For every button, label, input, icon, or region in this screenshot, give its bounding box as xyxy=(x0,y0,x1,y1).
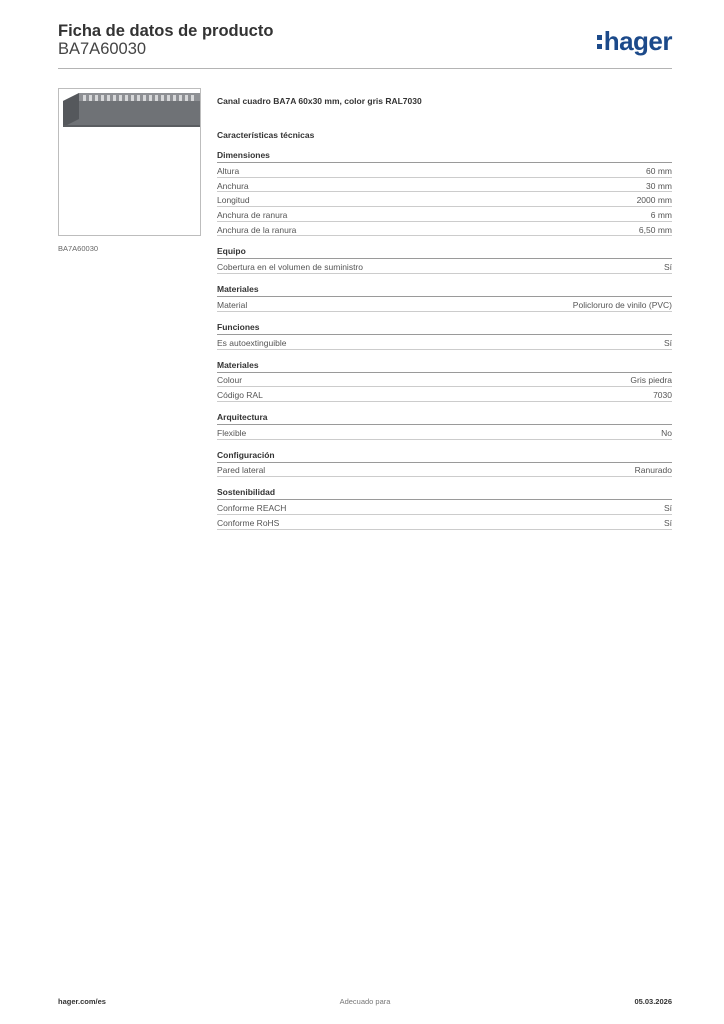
spec-value: No xyxy=(661,427,672,438)
spec-label: Flexible xyxy=(217,427,247,438)
cable-trunking-image xyxy=(59,89,200,235)
trunking-slot xyxy=(155,95,158,101)
spec-value: Sí xyxy=(663,503,672,514)
spec-group xyxy=(217,360,672,402)
spec-value: 6,50 mm xyxy=(638,224,672,235)
spec-group-title: Materiales xyxy=(217,360,672,373)
spec-groups xyxy=(217,150,672,530)
spec-label: Cobertura en el volumen de suministro xyxy=(217,262,363,273)
image-caption: BA7A60030 xyxy=(58,244,99,253)
spec-row xyxy=(217,297,672,312)
trunking-slot xyxy=(101,95,104,101)
spec-value: 2000 mm xyxy=(636,195,672,206)
spec-label: Conforme RoHS xyxy=(217,517,280,528)
spec-label: Material xyxy=(217,299,248,310)
spec-row xyxy=(217,163,672,178)
hager-logo xyxy=(597,26,672,57)
trunking-slot xyxy=(89,95,92,101)
trunking-slot xyxy=(167,95,170,101)
spec-group xyxy=(217,412,672,440)
spec-value: Sí xyxy=(663,262,672,273)
trunking-slot xyxy=(143,95,146,101)
spec-label: Es autoextinguible xyxy=(217,337,287,348)
spec-group xyxy=(217,150,672,236)
spec-row xyxy=(217,207,672,222)
spec-value: Policloruro de vinilo (PVC) xyxy=(572,299,672,310)
trunking-slot xyxy=(113,95,116,101)
trunking-slot xyxy=(95,95,98,101)
spec-label: Anchura de la ranura xyxy=(217,224,297,235)
page-header xyxy=(58,20,672,68)
footer-website: hager.com/es xyxy=(58,997,106,1006)
product-title: Canal cuadro BA7A 60x30 mm, color gris RAL7030 xyxy=(217,96,422,106)
spec-label: Pared lateral xyxy=(217,465,266,476)
spec-label: Anchura de ranura xyxy=(217,209,288,220)
footer-center-text: Adecuado para xyxy=(339,997,391,1006)
spec-group-title: Configuración xyxy=(217,450,672,463)
spec-group-title: Sostenibilidad xyxy=(217,487,672,500)
section-heading: Características técnicas xyxy=(217,130,315,140)
logo-colon-icon xyxy=(597,31,602,51)
header-divider xyxy=(58,68,672,69)
trunking-slot xyxy=(149,95,152,101)
footer-date: 05.03.2026 xyxy=(634,997,672,1006)
spec-label: Conforme REACH xyxy=(217,503,287,514)
spec-value: 60 mm xyxy=(646,165,672,176)
spec-row xyxy=(217,192,672,207)
trunking-slot xyxy=(119,95,122,101)
spec-group xyxy=(217,246,672,274)
spec-value: Sí xyxy=(663,337,672,348)
trunking-slot xyxy=(107,95,110,101)
trunking-slot xyxy=(161,95,164,101)
spec-row xyxy=(217,178,672,193)
spec-group xyxy=(217,450,672,478)
spec-label: Colour xyxy=(217,375,243,386)
spec-group-title: Funciones xyxy=(217,322,672,335)
trunking-slot xyxy=(125,95,128,101)
spec-row xyxy=(217,373,672,388)
spec-label: Longitud xyxy=(217,195,250,206)
spec-row xyxy=(217,515,672,530)
spec-value: Sí xyxy=(663,517,672,528)
spec-group-title: Dimensiones xyxy=(217,150,672,163)
spec-label: Código RAL xyxy=(217,390,263,401)
spec-value: 30 mm xyxy=(646,180,672,191)
trunking-slot xyxy=(173,95,176,101)
spec-label: Anchura xyxy=(217,180,249,191)
spec-row xyxy=(217,335,672,350)
trunking-slot xyxy=(83,95,86,101)
spec-group-title: Arquitectura xyxy=(217,412,672,425)
logo-text: hager xyxy=(603,26,672,56)
trunking-slot xyxy=(137,95,140,101)
spec-group xyxy=(217,284,672,312)
spec-value: 7030 xyxy=(653,390,672,401)
spec-value: 6 mm xyxy=(650,209,672,220)
spec-label: Altura xyxy=(217,165,240,176)
document-title: Ficha de datos de producto xyxy=(58,22,274,40)
spec-group xyxy=(217,322,672,350)
spec-row xyxy=(217,463,672,478)
spec-row xyxy=(217,222,672,237)
spec-value: Ranurado xyxy=(634,465,672,476)
spec-row xyxy=(217,387,672,402)
spec-group-title: Materiales xyxy=(217,284,672,297)
product-image xyxy=(58,88,201,236)
trunking-slot xyxy=(131,95,134,101)
spec-group-title: Equipo xyxy=(217,246,672,259)
trunking-slot xyxy=(179,95,182,101)
spec-row xyxy=(217,259,672,274)
spec-row xyxy=(217,500,672,515)
spec-row xyxy=(217,425,672,440)
spec-group xyxy=(217,487,672,529)
spec-value: Gris piedra xyxy=(630,375,672,386)
product-code: BA7A60030 xyxy=(58,40,147,58)
trunking-slot xyxy=(191,95,194,101)
spec-content xyxy=(217,96,672,530)
trunking-slot xyxy=(185,95,188,101)
